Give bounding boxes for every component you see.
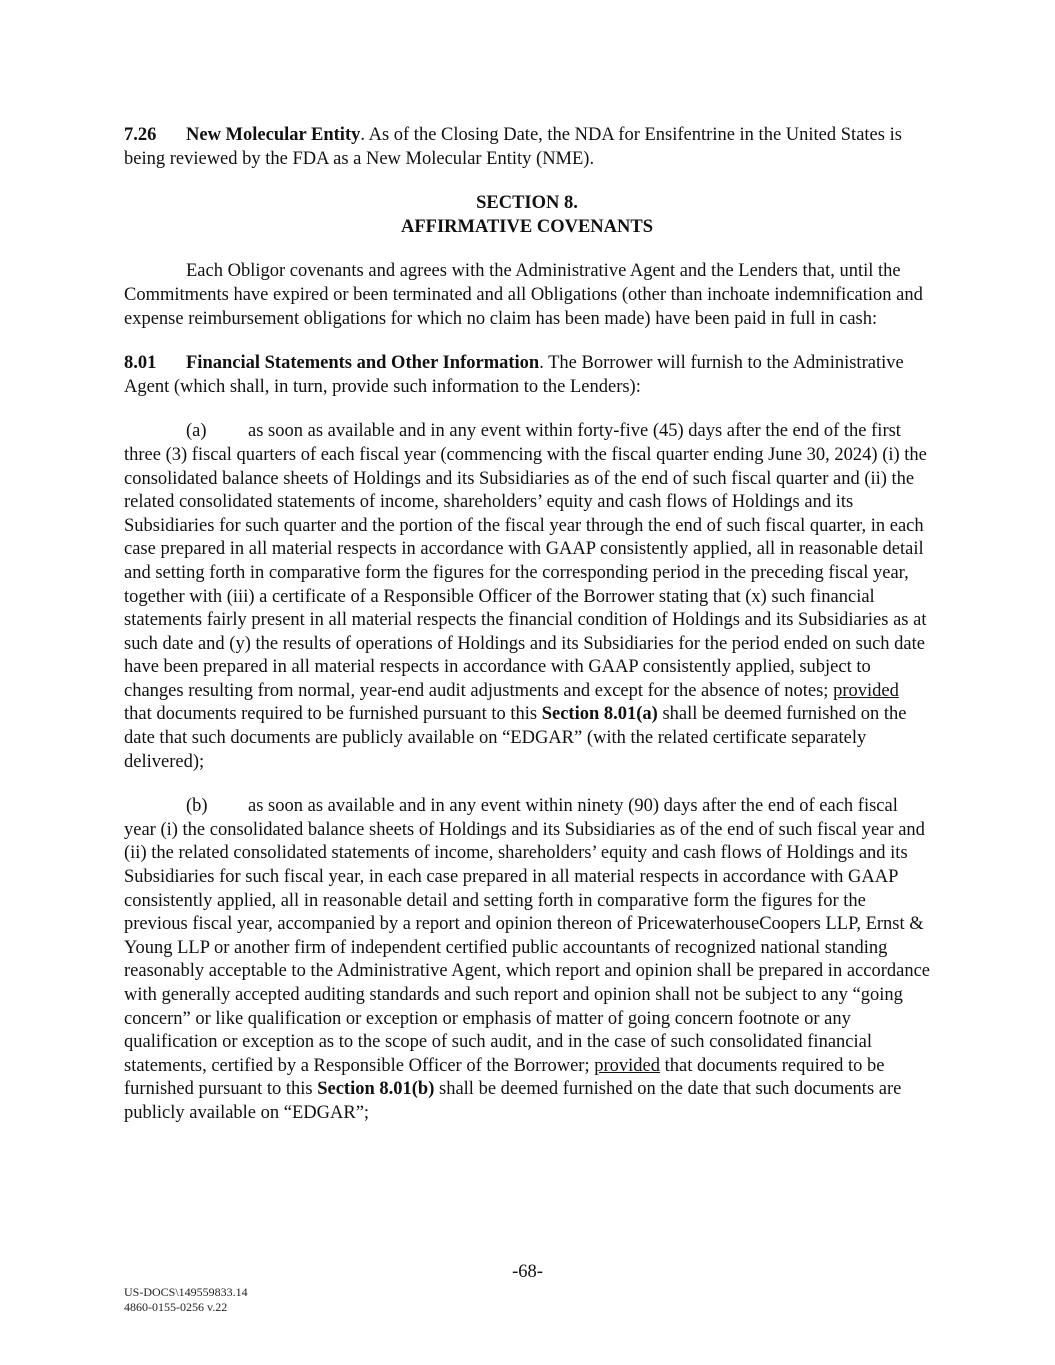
footer-doc-id: US-DOCS\149559833.14 xyxy=(124,1285,248,1299)
section-number: 7.26 xyxy=(124,125,157,145)
section-title: New Molecular Entity xyxy=(186,125,361,145)
clause-text: shall be deemed furnished on the date that such documents are publicly available on “EDGAR”; xyxy=(124,1079,902,1123)
clause-text: that documents required to be furnished pursuant to this xyxy=(124,1055,885,1100)
clause-text: that documents required to be furnished pursuant to this xyxy=(124,704,542,725)
footer-version: 4860-0155-0256 v.22 xyxy=(124,1300,228,1314)
intro-paragraph: Each Obligor covenants and agrees with the Administrative Agent and the Lenders that, until the Commitments have expired or been terminated and all Obligations (other than inchoate indemnification and expense reimbursement obligations for which no claim has been made) have been paid in full in cash: xyxy=(124,261,923,329)
section-number: 8.01 xyxy=(124,353,157,374)
clause-text: as soon as available and in any event within forty-five (45) days after the end of the first three (3) fiscal quarters of each fiscal year (commencing with the fiscal quarter ending June 30, 2024) (i) the consolidated balance sheets of Holdings and its Subsidiaries as of the end of such fiscal quarter and (ii) the related consolidated statements of income, shareholders’ equity and cash flows of Holdings and its Subsidiaries for such quarter and the portion of the fiscal year through the end of such fiscal quarter, in each case prepared in all material respects in accordance with GAAP consistently applied, all in reasonable detail and setting forth in comparative form the figures for the corresponding period in the preceding fiscal year, together with (iii) a certificate of a Responsible Officer of the Borrower stating that (x) such financial statements fairly present in all material respects the financial condition of Holdings and its Subsidiaries as at such date and (y) the results of operations of Holdings and its Subsidiaries for the period ended on such date have been prepared in all material respects in accordance with GAAP consistently applied, subject to changes resulting from normal, year-end audit adjustments and except for the absence of notes; xyxy=(124,421,927,701)
section-title: Financial Statements and Other Information xyxy=(186,353,540,374)
page-number: -68- xyxy=(512,1262,543,1282)
clause-text: as soon as available and in any event within ninety (90) days after the end of each fiscal year (i) the consolidated balance sheets of Holdings and its Subsidiaries as of the end of such fiscal year and (ii) the related consolidated statements of income, shareholders’ equity and cash flows of Holdings and its Subsidiaries for such fiscal year, in each case prepared in all material respects in accordance with GAAP consistently applied, all in reasonable detail and setting forth in comparative form the figures for the previous fiscal year, accompanied by a report and opinion thereon of PricewaterhouseCoopers LLP, Ernst & Young LLP or another firm of independent certified public accountants of recognized national standing reasonably acceptable to the Administrative Agent, which report and opinion shall be prepared in accordance with generally accepted auditing standards and such report and opinion shall not be subject to any “going concern” or like qualification or exception or emphasis of matter of going concern footnote or any qualification or exception as to the scope of such audit, and in the case of such consolidated financial statements, certified by a Responsible Officer of the Borrower; xyxy=(124,796,930,1076)
document-body xyxy=(124,124,930,1126)
section-text: . As of the Closing Date, the NDA for Ensifentrine in the United States is being reviewed by the FDA as a New Molecular Entity (NME). xyxy=(124,125,902,169)
section-text: . The Borrower will furnish to the Administrative Agent (which shall, in turn, provide such information to the Lenders): xyxy=(124,353,904,397)
clause-a xyxy=(124,420,930,774)
clause-label: (a) xyxy=(186,421,207,442)
clause-b xyxy=(124,795,930,1125)
section-7-26 xyxy=(124,124,930,171)
section-subheading: AFFIRMATIVE COVENANTS xyxy=(401,216,653,237)
provided-term: provided xyxy=(833,680,899,701)
section-reference: Section 8.01(a) xyxy=(541,704,658,725)
provided-term: provided xyxy=(594,1055,660,1076)
document-footer xyxy=(124,1285,248,1315)
clause-label: (b) xyxy=(186,796,208,817)
section-heading: SECTION 8. xyxy=(476,193,578,214)
clause-text: shall be deemed furnished on the date that such documents are publicly available on “EDGAR” (with the related certificate separately delivered); xyxy=(124,704,907,772)
section-8-01 xyxy=(124,352,930,399)
section-reference: Section 8.01(b) xyxy=(317,1079,435,1100)
